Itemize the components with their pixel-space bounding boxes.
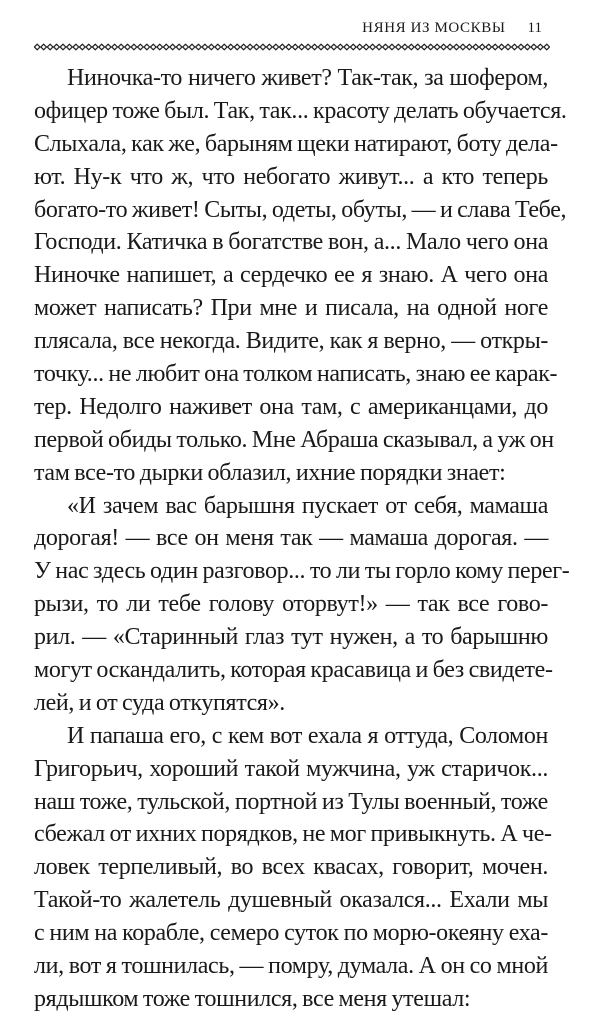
text-line: «И зачем вас барышня пускает от себя, мамаша — [67, 492, 548, 519]
text-line: дорогая! — все он меня так — мамаша дорогая. — — [34, 525, 548, 552]
text-line: Ниночка-то ничего живет? Так-так, за шофером, — [67, 65, 548, 91]
body-text — [34, 62, 570, 1016]
text-line: ют. Ну-к что ж, что небогато живут... а кто теперь — [34, 163, 548, 190]
text-line: с ним на корабле, семеро суток по морю-океяну еха- — [34, 920, 548, 947]
text-line: плясала, все некогда. Видите, как я верно, — откры- — [34, 328, 548, 355]
text-line: богато-то живет! Сыты, одеты, обуты, — и слава Тебе, — [34, 196, 567, 223]
text-line: рядышком тоже тошнился, все меня утешал: — [34, 985, 471, 1012]
text-line: рызи, то ли тебе голову оторвут!» — так все гово- — [34, 591, 548, 618]
text-line: Ниночке напишет, а сердечко ее я знаю. А чего она — [34, 262, 548, 289]
text-line: тер. Недолго наживет она там, с американцами, до — [34, 393, 548, 420]
text-line: точку... не любит она толком написать, знаю ее карак- — [34, 361, 558, 388]
text-line: Григорьич, хороший такой мужчина, уж старичок... — [34, 755, 548, 782]
text-line: Слыхала, как же, барыням щеки натирают, боту дела- — [34, 130, 558, 157]
page-number: 11 — [527, 20, 542, 36]
text-line: ловек терпеливый, во всех квасах, говорит, мочен. — [34, 854, 548, 881]
text-line: Такой-то жалетель душевный оказался... Ехали мы — [34, 887, 548, 914]
text-line: ли, вот я тошнилась, — помру, думала. А он со мной — [34, 953, 548, 980]
text-line: наш тоже, тульской, портной из Тулы военный, тоже — [34, 788, 548, 815]
text-line: Господи. Катичка в богатстве вон, а... Мало чего она — [34, 229, 548, 256]
text-line: может написать? При мне и писала, на одной ноге — [34, 295, 548, 322]
text-line: лей, и от суда откупятся». — [34, 689, 285, 716]
text-line: У нас здесь один разговор... то ли ты горло кому перег- — [34, 558, 570, 585]
text-line: И папаша его, с кем вот ехала я оттуда, Соломон — [67, 722, 548, 749]
running-title: НЯНЯ ИЗ МОСКВЫ — [362, 20, 506, 36]
text-line: рил. — «Старинный глаз тут нужен, а то барышню — [34, 624, 548, 651]
text-line: там все-то дырки облазил, ихние порядки знает: — [34, 459, 506, 486]
running-head — [362, 20, 542, 37]
text-line: могут оскандалить, которая красавица и без свидете- — [34, 657, 553, 684]
text-line: офицер тоже был. Так, так... красоту делать обучается. — [34, 97, 567, 124]
text-line: сбежал от ихних порядков, не мог привыкнуть. А че- — [34, 821, 552, 848]
ornament-rule — [34, 43, 550, 51]
text-line: первой обиды только. Мне Абраша сказывал, а уж он — [34, 426, 554, 453]
